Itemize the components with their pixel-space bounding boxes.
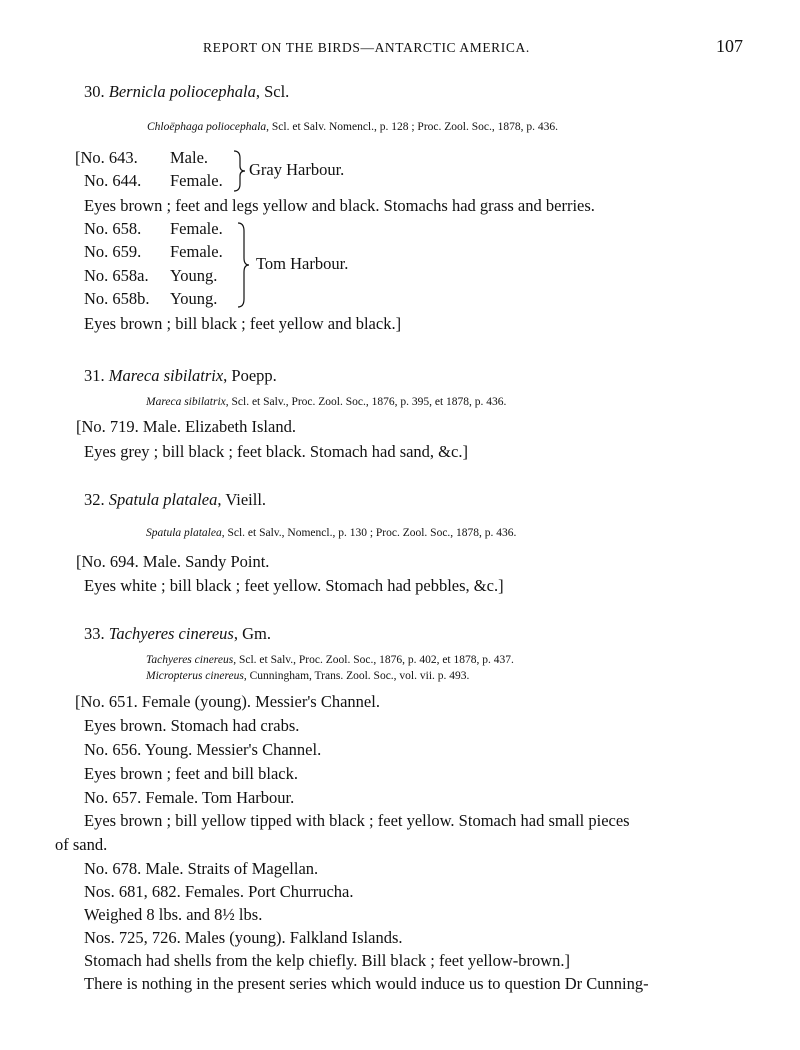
specimen-number: No. 659.: [84, 242, 142, 261]
citation-text: , Scl. et Salv., Nomencl., p. 130 ; Proc. Zool. Soc., 1878, p. 436.: [221, 527, 517, 539]
specimen-sex: Young.: [170, 289, 218, 308]
specimen-record: Nos. 681, 682. Females. Port Churrucha.: [84, 882, 354, 901]
species-name: Tachyeres cinereus: [108, 624, 234, 643]
specimen-record: [No. 694. Male. Sandy Point.: [76, 552, 270, 571]
citation-text: , Cunningham, Trans. Zool. Soc., vol. vii. p. 493.: [243, 670, 470, 682]
specimen-number: [No. 643.: [75, 148, 138, 167]
body-text: There is nothing in the present series which would induce us to question Dr Cunning-: [84, 974, 649, 993]
species-number: 32.: [84, 490, 105, 509]
species-name: Spatula platalea: [108, 490, 218, 509]
species-number: 31.: [84, 366, 105, 385]
species-number: 30.: [84, 82, 105, 101]
specimen-sex: Female.: [170, 219, 223, 238]
specimen-record: [84, 266, 217, 286]
specimen-record: [No. 719. Male. Elizabeth Island.: [76, 417, 296, 436]
citation-name: Micropterus cinereus: [146, 670, 244, 682]
citation: [147, 120, 558, 134]
citation-name: Mareca sibilatrix: [146, 396, 226, 408]
observation-line: Weighed 8 lbs. and 8½ lbs.: [84, 905, 263, 924]
citation-text: , Scl. et Salv., Proc. Zool. Soc., 1876, p. 395, et 1878, p. 436.: [225, 396, 507, 408]
specimen-record: [84, 219, 223, 239]
specimen-sex: Female.: [170, 171, 223, 190]
page-number: 107: [716, 36, 743, 56]
citation: [146, 526, 516, 540]
species-number: 33.: [84, 624, 105, 643]
specimen-sex: Male.: [170, 148, 209, 167]
right-brace: [236, 222, 250, 308]
species-heading-33: [84, 624, 271, 644]
observation-line: Eyes brown ; feet and bill black.: [84, 764, 298, 783]
species-author: , Scl.: [255, 82, 290, 101]
locality: Gray Harbour.: [249, 160, 345, 179]
specimen-sex: Female.: [170, 242, 223, 261]
species-heading-31: [84, 366, 277, 386]
species-heading-30: [84, 82, 289, 102]
citation: [146, 653, 514, 667]
observation-line: Eyes brown. Stomach had crabs.: [84, 716, 300, 735]
citation: [146, 395, 506, 409]
species-author: , Poepp.: [223, 366, 277, 385]
species-author: , Gm.: [233, 624, 271, 643]
observation-line: Eyes brown ; bill yellow tipped with black ; feet yellow. Stomach had small pieces: [84, 811, 630, 830]
citation-name: Tachyeres cinereus: [146, 654, 234, 666]
citation-text: , Scl. et Salv., Proc. Zool. Soc., 1876, p. 402, et 1878, p. 437.: [233, 654, 514, 666]
observation-line: Eyes brown ; bill black ; feet yellow and black.]: [84, 314, 402, 333]
specimen-record: No. 678. Male. Straits of Magellan.: [84, 859, 319, 878]
species-name: Bernicla poliocephala: [108, 82, 256, 101]
specimen-number: No. 658b.: [84, 289, 150, 308]
specimen-record: No. 656. Young. Messier's Channel.: [84, 740, 322, 759]
specimen-record: No. 657. Female. Tom Harbour.: [84, 788, 295, 807]
observation-line: Eyes grey ; bill black ; feet black. Stomach had sand, &c.]: [84, 442, 468, 461]
species-name: Mareca sibilatrix: [108, 366, 224, 385]
specimen-record: [75, 148, 208, 168]
observation-line: Eyes white ; bill black ; feet yellow. Stomach had pebbles, &c.]: [84, 576, 504, 595]
specimen-number: No. 644.: [84, 171, 142, 190]
specimen-record: [84, 289, 217, 309]
species-author: , Vieill.: [217, 490, 267, 509]
citation-name: Spatula platalea: [146, 527, 222, 539]
species-heading-32: [84, 490, 266, 510]
observation-line: Eyes brown ; feet and legs yellow and black. Stomachs had grass and berries.: [84, 196, 595, 215]
specimen-number: No. 658.: [84, 219, 142, 238]
observation-line: Stomach had shells from the kelp chiefly. Bill black ; feet yellow-brown.]: [84, 951, 571, 970]
citation-text: , Scl. et Salv. Nomencl., p. 128 ; Proc. Zool. Soc., 1878, p. 436.: [266, 121, 558, 133]
running-title: REPORT ON THE BIRDS—ANTARCTIC AMERICA.: [203, 40, 530, 55]
citation-name: Chloëphaga poliocephala: [147, 121, 267, 133]
specimen-record: [84, 242, 223, 262]
specimen-sex: Young.: [170, 266, 218, 285]
specimen-number: No. 658a.: [84, 266, 149, 285]
observation-line: of sand.: [55, 835, 108, 854]
specimen-record: [No. 651. Female (young). Messier's Channel.: [75, 692, 380, 711]
specimen-record: [84, 171, 223, 191]
locality: Tom Harbour.: [256, 254, 349, 273]
right-brace: [232, 150, 246, 192]
citation: [146, 669, 469, 683]
specimen-record: Nos. 725, 726. Males (young). Falkland Islands.: [84, 928, 403, 947]
